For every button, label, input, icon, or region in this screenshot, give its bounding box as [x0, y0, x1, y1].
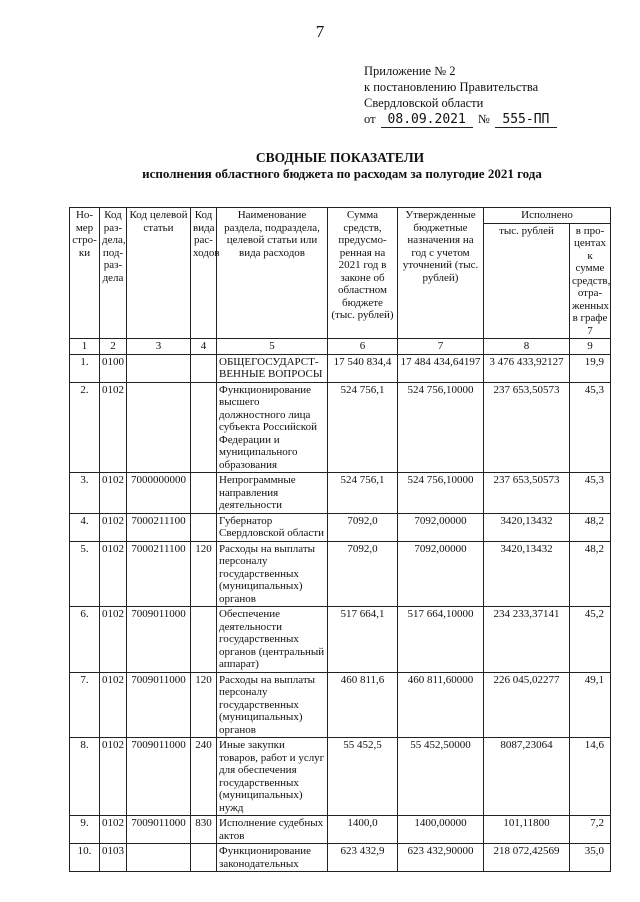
executed-percent: 45,2 [570, 607, 611, 673]
expense-name: Функционирование высшего должностного лица субъекта Российской Федерации и муниципального образования [217, 382, 328, 473]
column-index-cell: 1 [70, 339, 100, 355]
column-index-cell: 8 [484, 339, 570, 355]
executed-percent: 48,2 [570, 541, 611, 607]
header-executed-pct: в про-центах к сумме средств, отра-женных в графе 7 [570, 223, 611, 339]
executed-amount: 234 233,37141 [484, 607, 570, 673]
section-code: 0102 [100, 473, 127, 514]
article-code: 7009011000 [127, 816, 191, 844]
document-subtitle: исполнения областного бюджета по расходам за полугодие 2021 года [142, 166, 542, 181]
approved-amount: 460 811,60000 [398, 672, 484, 738]
approved-amount: 7092,00000 [398, 513, 484, 541]
expense-kind-code [191, 382, 217, 473]
row-number: 2. [70, 382, 100, 473]
section-code: 0102 [100, 541, 127, 607]
from-label: от [364, 112, 376, 126]
column-index-row [70, 339, 611, 355]
approved-amount: 524 756,10000 [398, 473, 484, 514]
header-num: Но-мер стро-ки [70, 208, 100, 339]
executed-percent: 19,9 [570, 354, 611, 382]
law-amount: 7092,0 [328, 541, 398, 607]
row-number: 10. [70, 844, 100, 872]
appendix-decree-line: к постановлению Правительства [364, 80, 539, 94]
expense-kind-code [191, 473, 217, 514]
expense-name: Расходы на выплаты персоналу государственных (муниципальных) органов [217, 541, 328, 607]
executed-amount: 226 045,02277 [484, 672, 570, 738]
header-executed: Исполнено [484, 208, 611, 224]
row-number: 4. [70, 513, 100, 541]
header-law: Сумма средств, предусмо-ренная на 2021 год в законе об областном бюджете (тыс. рублей) [328, 208, 398, 339]
law-amount: 524 756,1 [328, 382, 398, 473]
table-row [70, 541, 611, 607]
law-amount: 17 540 834,4 [328, 354, 398, 382]
law-amount: 524 756,1 [328, 473, 398, 514]
executed-amount: 237 653,50573 [484, 473, 570, 514]
header-article: Код целевой статьи [127, 208, 191, 339]
executed-percent: 14,6 [570, 738, 611, 816]
expense-name: Непрограммные направления деятельности [217, 473, 328, 514]
executed-amount: 3 476 433,92127 [484, 354, 570, 382]
law-amount: 1400,0 [328, 816, 398, 844]
appendix-region-line: Свердловской области [364, 96, 484, 110]
executed-amount: 101,11800 [484, 816, 570, 844]
row-number: 3. [70, 473, 100, 514]
executed-percent: 7,2 [570, 816, 611, 844]
law-amount: 623 432,9 [328, 844, 398, 872]
executed-percent: 48,2 [570, 513, 611, 541]
section-code: 0102 [100, 513, 127, 541]
expense-name: Функционирование законодательных [217, 844, 328, 872]
column-index-cell: 3 [127, 339, 191, 355]
header-approved: Утвержденные бюджетные назначения на год с учетом уточнений (тыс. рублей) [398, 208, 484, 339]
document-title: СВОДНЫЕ ПОКАЗАТЕЛИ [255, 150, 425, 165]
column-index-cell: 6 [328, 339, 398, 355]
row-number: 8. [70, 738, 100, 816]
article-code: 7009011000 [127, 738, 191, 816]
expense-kind-code [191, 844, 217, 872]
article-code [127, 382, 191, 473]
table-row [70, 513, 611, 541]
expense-kind-code: 120 [191, 541, 217, 607]
section-code: 0100 [100, 354, 127, 382]
table-row [70, 844, 611, 872]
row-number: 5. [70, 541, 100, 607]
header-section: Код раз-дела, под-раз-дела [100, 208, 127, 339]
section-code: 0102 [100, 382, 127, 473]
section-code: 0102 [100, 816, 127, 844]
table-row [70, 607, 611, 673]
executed-amount: 3420,13432 [484, 513, 570, 541]
appendix-block [364, 63, 557, 128]
executed-percent: 45,3 [570, 473, 611, 514]
table-row [70, 672, 611, 738]
decree-number: 555-ПП [495, 113, 557, 128]
article-code: 7009011000 [127, 672, 191, 738]
row-number: 6. [70, 607, 100, 673]
approved-amount: 55 452,50000 [398, 738, 484, 816]
decree-date: 08.09.2021 [381, 113, 473, 128]
approved-amount: 524 756,10000 [398, 382, 484, 473]
executed-percent: 49,1 [570, 672, 611, 738]
article-code: 7000211100 [127, 541, 191, 607]
row-number: 7. [70, 672, 100, 738]
expense-kind-code [191, 354, 217, 382]
section-code: 0102 [100, 607, 127, 673]
appendix-title: Приложение № 2 [364, 64, 456, 78]
law-amount: 517 664,1 [328, 607, 398, 673]
expense-name: ОБЩЕГОСУДАРСТ-ВЕННЫЕ ВОПРОСЫ [217, 354, 328, 382]
approved-amount: 517 664,10000 [398, 607, 484, 673]
section-code: 0102 [100, 738, 127, 816]
expense-name: Иные закупки товаров, работ и услуг для обеспечения государственных (муниципальных) нужд [217, 738, 328, 816]
approved-amount: 17 484 434,64197 [398, 354, 484, 382]
executed-percent: 35,0 [570, 844, 611, 872]
expense-kind-code: 830 [191, 816, 217, 844]
expense-name: Обеспечение деятельности государственных органов (центральный аппарат) [217, 607, 328, 673]
number-label: № [477, 112, 490, 126]
expense-name: Исполнение судебных актов [217, 816, 328, 844]
article-code: 7000000000 [127, 473, 191, 514]
executed-amount: 3420,13432 [484, 541, 570, 607]
executed-amount: 8087,23064 [484, 738, 570, 816]
executed-percent: 45,3 [570, 382, 611, 473]
article-code: 7000211100 [127, 513, 191, 541]
article-code: 7009011000 [127, 607, 191, 673]
table-row [70, 382, 611, 473]
expense-name: Расходы на выплаты персоналу государственных (муниципальных) органов [217, 672, 328, 738]
expense-kind-code [191, 513, 217, 541]
table-row [70, 816, 611, 844]
approved-amount: 7092,00000 [398, 541, 484, 607]
column-index-cell: 4 [191, 339, 217, 355]
header-executed-rub: тыс. рублей [484, 223, 570, 339]
header-name: Наименование раздела, подраздела, целевой статьи или вида расходов [217, 208, 328, 339]
column-index-cell: 2 [100, 339, 127, 355]
appendix-date-line [364, 111, 557, 128]
expense-kind-code: 240 [191, 738, 217, 816]
article-code [127, 354, 191, 382]
expense-kind-code: 120 [191, 672, 217, 738]
section-code: 0103 [100, 844, 127, 872]
table-row [70, 738, 611, 816]
law-amount: 55 452,5 [328, 738, 398, 816]
table-row [70, 473, 611, 514]
law-amount: 7092,0 [328, 513, 398, 541]
budget-table [69, 207, 611, 872]
expense-name: Губернатор Свердловской области [217, 513, 328, 541]
law-amount: 460 811,6 [328, 672, 398, 738]
row-number: 9. [70, 816, 100, 844]
column-index-cell: 9 [570, 339, 611, 355]
article-code [127, 844, 191, 872]
column-index-cell: 7 [398, 339, 484, 355]
executed-amount: 237 653,50573 [484, 382, 570, 473]
approved-amount: 1400,00000 [398, 816, 484, 844]
header-kind: Код вида рас-ходов [191, 208, 217, 339]
column-index-cell: 5 [217, 339, 328, 355]
executed-amount: 218 072,42569 [484, 844, 570, 872]
expense-kind-code [191, 607, 217, 673]
approved-amount: 623 432,90000 [398, 844, 484, 872]
table-row [70, 354, 611, 382]
section-code: 0102 [100, 672, 127, 738]
row-number: 1. [70, 354, 100, 382]
header-row [70, 208, 611, 224]
page-number: 7 [315, 22, 325, 41]
